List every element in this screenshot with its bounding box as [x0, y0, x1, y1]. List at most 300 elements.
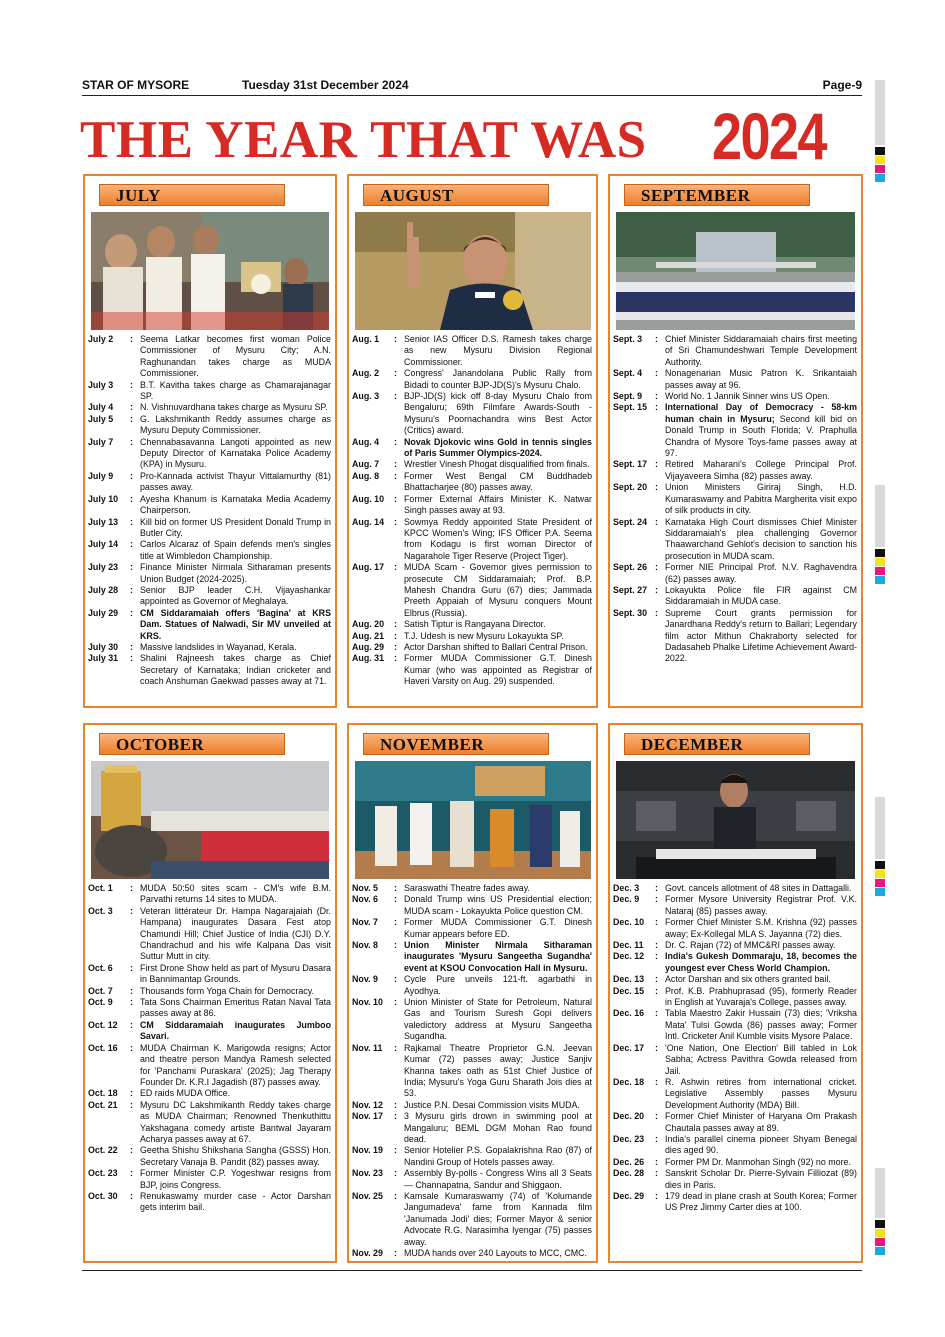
event-row: [613, 974, 857, 985]
events-list: [88, 334, 331, 688]
event-text: Congress' Janandolana Public Rally from Bidadi to counter BJP-JD(S)'s Mysuru Chalo.: [404, 368, 592, 390]
event-row: [613, 608, 857, 665]
event-date: Nov. 8: [352, 940, 378, 951]
month-label: SEPTEMBER: [624, 184, 810, 206]
registration-mark-black: [875, 147, 885, 155]
event-text: Mysuru DC Lakshmikanth Reddy takes charge as MUDA Chairman; Renowned Thenkuthittu Yakshagana comedy artiste Bantwal Jayaram Acharya passes away at 67.: [140, 1099, 331, 1144]
event-separator: :: [130, 641, 133, 652]
event-date: Aug. 17: [352, 562, 385, 573]
event-text: Justice P.N. Desai Commission visits MUDA.: [404, 1099, 580, 1110]
event-text: Former External Affairs Minister K. Natwar Singh passes away at 93.: [404, 493, 592, 516]
event-row: [88, 1020, 331, 1043]
event-date: Sept. 17: [613, 459, 648, 470]
event-date: Aug. 14: [352, 516, 385, 527]
page-number: Page-9: [822, 78, 862, 92]
event-text: Chennabasavanna Langoti appointed as new Deputy Director of Karnataka Police Academy (KPA) in Mysuru.: [140, 436, 331, 470]
title-text: THE YEAR THAT WAS: [80, 111, 647, 169]
event-row: [88, 1145, 331, 1168]
event-row: [613, 917, 857, 940]
event-separator: :: [130, 1099, 133, 1110]
event-date: Oct. 9: [88, 997, 113, 1008]
event-separator: :: [130, 1088, 133, 1099]
event-date: July 13: [88, 516, 119, 527]
event-separator: :: [394, 940, 397, 951]
event-date: July 31: [88, 653, 119, 664]
event-date: Nov. 5: [352, 883, 378, 893]
event-date: Aug. 21: [352, 630, 385, 641]
event-separator: :: [394, 436, 397, 447]
event-row: [88, 517, 331, 540]
event-row: [352, 437, 592, 460]
event-row: [352, 631, 592, 642]
event-separator: :: [130, 985, 133, 996]
event-date: Oct. 7: [88, 985, 113, 996]
event-row: [88, 585, 331, 608]
event-text: Veteran littérateur Dr. Hampa Nagarajaiah (Dr. Hampana) inaugurates Dasara Fest atop Chamundi Hill; Chief Justice of India (CJI) D.Y. Chandrachud and his wife Kalpana Das visit Suttur Mutt in city.: [140, 905, 331, 962]
event-text: Chief Minister Siddaramaiah chairs first meeting of Sri Chamundeshwari Temple Development Authority.: [665, 334, 857, 367]
registration-mark-cyan: [875, 576, 885, 584]
event-separator: :: [130, 1019, 133, 1030]
event-date: Oct. 1: [88, 883, 113, 893]
event-date: Oct. 3: [88, 905, 113, 916]
photo-august-djokovic-gold: [355, 212, 591, 330]
month-label: DECEMBER: [624, 733, 810, 755]
event-separator: :: [130, 413, 133, 424]
month-label: AUGUST: [363, 184, 549, 206]
event-separator: :: [130, 607, 133, 618]
event-text: Seema Latkar becomes first woman Police Commissioner of Mysuru City; A.N. Raghunandan takes charge as MUDA Commissioner.: [140, 334, 331, 379]
event-date: July 10: [88, 493, 119, 504]
event-date: Aug. 29: [352, 641, 385, 652]
event-separator: :: [655, 584, 658, 595]
event-text: Union Minister Nirmala Sitharaman inaugurates 'Mysuru Sangeetha Sugandha' event at KSOU Convocation Hall in Mysuru.: [404, 940, 592, 973]
event-date: Sept. 3: [613, 334, 643, 344]
event-row: [352, 653, 592, 687]
event-separator: :: [394, 619, 397, 630]
event-date: Nov. 19: [352, 1145, 383, 1156]
event-text: Former Chief Minister of Haryana Om Prakash Chautala passes away at 89.: [665, 1111, 857, 1133]
registration-mark-yellow: [875, 1229, 885, 1237]
event-row: [88, 437, 331, 471]
event-text: MUDA 50:50 sites scam - CM's wife B.M. Parvathi returns 14 sites to MUDA.: [140, 883, 331, 905]
registration-mark-yellow: [875, 156, 885, 164]
event-row: [613, 883, 857, 894]
event-row: [88, 1168, 331, 1191]
event-separator: :: [655, 894, 658, 905]
month-panel-september: [608, 174, 863, 708]
event-separator: :: [394, 630, 397, 641]
event-text: 3 Mysuru girls drown in swimming pool at Mangaluru; BEML DGM Mohan Rao found dead.: [404, 1111, 592, 1144]
event-separator: :: [394, 894, 397, 905]
event-row: [613, 1043, 857, 1077]
event-date: July 28: [88, 584, 119, 595]
event-text: Former PM Dr. Manmohan Singh (92) no more.: [665, 1156, 851, 1167]
event-row: [352, 894, 592, 917]
event-date: Nov. 11: [352, 1042, 383, 1053]
event-separator: :: [394, 653, 397, 664]
event-row: [352, 619, 592, 630]
event-text: N. Vishnuvardhana takes charge as Mysuru SP.: [140, 402, 328, 413]
event-separator: :: [130, 883, 133, 893]
event-text: [665, 402, 857, 459]
event-row: [613, 459, 857, 482]
event-row: [352, 642, 592, 653]
event-separator: :: [655, 391, 658, 402]
event-separator: :: [655, 516, 658, 527]
registration-bar-low: [875, 797, 885, 859]
photo-october-jumboo-savari: [91, 761, 329, 879]
event-text: Sanskrit Scholar Dr. Pierre-Sylvain Filliozat (89) dies in Paris.: [665, 1168, 857, 1190]
event-text: Massive landslides in Wayanad, Kerala.: [140, 641, 297, 652]
event-row: [352, 917, 592, 940]
event-date: Oct. 16: [88, 1042, 118, 1053]
event-date: Dec. 18: [613, 1076, 645, 1087]
event-separator: :: [130, 402, 133, 413]
event-text: Senior Hotelier P.S. Gopalakrishna Rao (87) of Nandini Group of Hotels passes away.: [404, 1145, 592, 1167]
event-text: Cycle Pure unveils 121-ft. agarbathi in Ayodhya.: [404, 974, 592, 996]
registration-bar-bottom: [875, 1168, 885, 1218]
event-row: [613, 1134, 857, 1157]
registration-mark-black: [875, 1220, 885, 1228]
event-row: [88, 642, 331, 653]
month-label: OCTOBER: [99, 733, 285, 755]
event-row: [613, 368, 857, 391]
event-text: Geetha Shishu Shikshana Sangha (GSSS) Hon. Secretary Vanaja B. Pandit (82) passes away.: [140, 1145, 331, 1167]
event-separator: :: [394, 493, 397, 504]
registration-mark-black: [875, 861, 885, 869]
event-row: [88, 1088, 331, 1099]
event-text: Retired Maharani's College Principal Prof. Vijayaveera Simha (82) passes away.: [665, 459, 857, 481]
photo-november-sangeetha-sugandha: [355, 761, 591, 879]
event-separator: :: [130, 516, 133, 527]
event-text: Nonagenarian Music Patron K. Srikantaiah passes away at 96.: [665, 368, 857, 390]
event-date: Dec. 3: [613, 883, 640, 893]
event-separator: :: [394, 917, 397, 928]
event-date: Dec. 17: [613, 1042, 645, 1053]
event-text: India's parallel cinema pioneer Shyam Benegal dies aged 90.: [665, 1133, 857, 1156]
event-row: [613, 986, 857, 1009]
event-row: [88, 380, 331, 403]
event-separator: :: [655, 459, 658, 470]
event-separator: :: [655, 1156, 658, 1167]
event-row: [88, 562, 331, 585]
event-text: MUDA hands over 240 Layouts to MCC, CMC.: [404, 1248, 587, 1258]
event-row: [352, 1248, 592, 1259]
event-date: Oct. 6: [88, 962, 113, 973]
event-date: Dec. 12: [613, 951, 645, 962]
event-separator: :: [130, 584, 133, 595]
events-list: [88, 883, 331, 1214]
event-date: July 2: [88, 334, 114, 344]
event-separator: :: [394, 1111, 397, 1122]
event-date: Sept. 27: [613, 584, 648, 595]
event-row: [352, 940, 592, 974]
month-panel-october: [83, 723, 337, 1263]
month-label: JULY: [99, 184, 285, 206]
event-row: [352, 562, 592, 619]
event-separator: :: [394, 459, 397, 470]
event-date: Aug. 7: [352, 459, 380, 470]
event-separator: :: [655, 482, 658, 493]
photo-september-human-chain: [616, 212, 855, 330]
event-date: Nov. 23: [352, 1168, 383, 1179]
event-text: Ayesha Khanum is Karnataka Media Academy Chairperson.: [140, 493, 331, 516]
registration-mark-yellow: [875, 558, 885, 566]
event-text-highlight: International Day of Democracy - 58-km human chain in Mysuru;: [665, 402, 857, 424]
event-separator: :: [655, 1168, 658, 1179]
event-row: [352, 368, 592, 391]
event-date: Aug. 8: [352, 470, 380, 481]
event-text: Sowmya Reddy appointed State President of KPCC Women's Wing; IFS Officer P.A. Seema from Kodagu is first woman Director of Nagarahole Tiger Reserve (Project Tiger).: [404, 516, 592, 561]
event-text: Union Ministers Giriraj Singh, H.D. Kumaraswamy and Pabitra Margherita visit expo of silk products in city.: [665, 482, 857, 516]
event-date: Dec. 15: [613, 985, 645, 996]
event-row: [613, 482, 857, 516]
event-date: July 3: [88, 379, 114, 390]
event-separator: :: [394, 1190, 397, 1201]
event-separator: :: [655, 940, 658, 951]
event-row: [352, 1145, 592, 1168]
event-row: [88, 963, 331, 986]
event-separator: :: [394, 1168, 397, 1179]
event-row: [613, 585, 857, 608]
event-date: Sept. 15: [613, 402, 648, 413]
event-text: Union Minister of State for Petroleum, Natural Gas and Tourism Suresh Gopi delivers valedictory address at Mysuru Sangeetha Sugandha.: [404, 997, 592, 1042]
event-separator: :: [130, 562, 133, 573]
event-separator: :: [655, 607, 658, 618]
event-date: Dec. 29: [613, 1190, 645, 1201]
event-date: Aug. 2: [352, 368, 380, 379]
event-date: Nov. 17: [352, 1111, 383, 1122]
event-separator: :: [394, 974, 397, 985]
event-separator: :: [394, 997, 397, 1008]
publication-name: STAR OF MYSORE: [82, 78, 190, 92]
event-date: Dec. 26: [613, 1156, 645, 1167]
event-row: [613, 1168, 857, 1191]
event-row: [352, 1111, 592, 1145]
event-text: Renukaswamy murder case - Actor Darshan gets interim bail.: [140, 1190, 331, 1213]
registration-mark-cyan: [875, 888, 885, 896]
event-date: Aug. 31: [352, 653, 385, 664]
events-list: [352, 883, 592, 1259]
event-date: Nov. 6: [352, 894, 378, 905]
event-row: [613, 1111, 857, 1134]
event-text: First Drone Show held as part of Mysuru Dasara in Bannimantap Grounds.: [140, 962, 331, 985]
event-date: Dec. 10: [613, 917, 645, 928]
event-date: July 23: [88, 562, 119, 573]
event-date: Nov. 9: [352, 974, 378, 985]
event-date: Sept. 9: [613, 391, 643, 402]
events-list: [352, 334, 592, 688]
event-text: Assembly By-polls - Congress Wins all 3 Seats — Channapatna, Sandur and Shiggaon.: [404, 1168, 592, 1190]
event-row: [613, 1157, 857, 1168]
event-text: Donald Trump wins US Presidential election; MUDA scam - Lokayukta Police question CM.: [404, 894, 592, 916]
event-separator: :: [394, 1145, 397, 1156]
event-separator: :: [394, 516, 397, 527]
page-title: [80, 99, 870, 173]
event-date: Sept. 26: [613, 562, 648, 573]
event-separator: :: [394, 470, 397, 481]
event-row: [613, 1191, 857, 1214]
event-date: Dec. 9: [613, 894, 640, 905]
event-separator: :: [130, 436, 133, 447]
photo-july-krs-bagina: [91, 212, 329, 330]
event-text: Former Chief Minister S.M. Krishna (92) passes away; Ex-Kollegal MLA S. Jayanna (72) dies.: [665, 917, 857, 939]
event-text-rest: Second kill bid on Donald Trump in South Florida; V. Praphulla Chandra of Mysore Toys-fame passes away at 97.: [665, 413, 857, 459]
month-panel-july: [83, 174, 337, 708]
event-date: Dec. 20: [613, 1111, 645, 1122]
event-separator: :: [394, 641, 397, 652]
event-row: [352, 391, 592, 437]
event-separator: :: [130, 1190, 133, 1201]
event-separator: :: [394, 334, 397, 344]
event-text: BJP-JD(S) kick off 8-day Mysuru Chalo from Bengaluru; 69th Filmfare Awards-South - Mysuru's Poornachandra wins Best Actor (Critics) award.: [404, 391, 592, 436]
event-date: Nov. 25: [352, 1190, 383, 1201]
event-date: Nov. 10: [352, 997, 383, 1008]
event-text: Former NIE Principal Prof. N.V. Raghavendra (62) passes away.: [665, 562, 857, 584]
event-text: World No. 1 Jannik Sinner wins US Open.: [665, 391, 830, 402]
event-separator: :: [130, 334, 133, 344]
event-date: Aug. 3: [352, 391, 380, 402]
event-date: Dec. 16: [613, 1008, 645, 1019]
event-row: [88, 471, 331, 494]
event-separator: :: [655, 368, 658, 379]
event-text: Finance Minister Nirmala Sitharaman presents Union Budget (2024-2025).: [140, 562, 331, 584]
event-row: [613, 1008, 857, 1042]
event-text: Former Mysore University Registrar Prof. V.K. Nataraj (85) passes away.: [665, 894, 857, 916]
event-row: [352, 974, 592, 997]
event-text: Saraswathi Theatre fades away.: [404, 883, 530, 893]
event-row: [88, 997, 331, 1020]
month-panel-november: [347, 723, 598, 1263]
event-separator: :: [655, 1076, 658, 1087]
event-row: [88, 986, 331, 997]
event-text: Actor Darshan and six others granted bail.: [665, 974, 831, 985]
month-panel-december: [608, 723, 863, 1263]
event-row: [352, 1191, 592, 1248]
event-date: Aug. 20: [352, 619, 385, 630]
event-row: [613, 1077, 857, 1111]
footer-rule: [82, 1270, 862, 1271]
event-date: Oct. 12: [88, 1019, 118, 1030]
event-row: [88, 1100, 331, 1146]
event-separator: :: [394, 368, 397, 379]
event-separator: :: [655, 402, 658, 413]
event-separator: :: [655, 1133, 658, 1144]
photo-december-gukesh-chess: [616, 761, 855, 879]
event-row: [352, 494, 592, 517]
event-text: Lokayukta Police file FIR against CM Siddaramaiah in MUDA case.: [665, 584, 857, 607]
registration-mark-magenta: [875, 879, 885, 887]
event-date: July 9: [88, 470, 114, 481]
event-row: [352, 517, 592, 563]
event-text: T.J. Udesh is new Mysuru Lokayukta SP.: [404, 630, 564, 641]
event-row: [88, 906, 331, 963]
event-text: R. Ashwin retires from international cricket. Legislative Assembly passes Mysuru Development Authority (MDA) Bill.: [665, 1076, 857, 1110]
event-separator: :: [394, 1042, 397, 1053]
event-row: [352, 334, 592, 368]
event-date: Aug. 4: [352, 436, 380, 447]
event-text: 'One Nation, One Election' Bill tabled in Lok Sabha; Actress Pavithra Gowda released from Jail.: [665, 1042, 857, 1076]
event-row: [352, 883, 592, 894]
issue-date: Tuesday 31st December 2024: [242, 78, 409, 92]
event-separator: :: [655, 951, 658, 962]
event-text: B.T. Kavitha takes charge as Chamarajanagar SP.: [140, 379, 331, 402]
event-separator: :: [655, 1042, 658, 1053]
event-text: MUDA Chairman K. Marigowda resigns; Actor and theatre person Mandya Ramesh selected for 'Panchami Puraskara' (2025); Jag Therapy Founder Dr. K.R.I Jagadish (87) passes away.: [140, 1042, 331, 1087]
event-separator: :: [655, 985, 658, 996]
event-text: Former MUDA Commissioner G.T. Dinesh Kumar (who was appointed as Registrar of Haveri Varsity on Aug. 29) suspended.: [404, 653, 592, 687]
registration-mark-yellow: [875, 870, 885, 878]
registration-mark-cyan: [875, 1247, 885, 1255]
event-date: Nov. 29: [352, 1248, 383, 1258]
event-separator: :: [130, 1042, 133, 1053]
event-separator: :: [394, 391, 397, 402]
title-year: 2024: [712, 99, 826, 173]
event-text: India's Gukesh Dommaraju, 18, becomes the youngest ever Chess World Champion.: [665, 951, 857, 973]
event-separator: :: [130, 962, 133, 973]
event-date: Sept. 20: [613, 482, 648, 493]
event-text: Shalini Rajneesh takes charge as Chief Secretary of Karnataka; Indian cricketer and coach Anshuman Gaekwad passes away at 71.: [140, 653, 331, 687]
event-text: Carlos Alcaraz of Spain defends men's singles title at Wimbledon Championship.: [140, 539, 331, 561]
event-separator: :: [655, 974, 658, 985]
month-panel-august: [347, 174, 598, 708]
event-separator: :: [655, 883, 658, 893]
event-row: [352, 997, 592, 1043]
event-separator: :: [394, 1099, 397, 1110]
event-row: [88, 608, 331, 642]
event-text: Kamsale Kumaraswamy (74) of 'Kolumande Jangumadeva' fame from Kannada film 'Janumada Jodi' dies; Former Mayor & senior Advocate R.G. Narasimha Iyengar (75) passes away.: [404, 1190, 592, 1247]
registration-bar-top: [875, 80, 885, 145]
event-row: [352, 1100, 592, 1111]
event-separator: :: [394, 562, 397, 573]
event-text: Rajkamal Theatre Proprietor G.N. Jeevan Kumar (72) passes away; Justice Sanjiv Khanna takes oath as 51st Chief Justice of India; Mysuru's Yoga Guru Sharath Jois dies at 53.: [404, 1042, 592, 1099]
event-row: [613, 562, 857, 585]
event-date: July 29: [88, 607, 119, 618]
event-text: Former West Bengal CM Buddhadeb Bhattacharjee (80) passes away.: [404, 470, 592, 493]
event-row: [88, 1043, 331, 1089]
event-date: July 5: [88, 413, 114, 424]
month-label: NOVEMBER: [363, 733, 549, 755]
event-row: [352, 1168, 592, 1191]
event-text: Pro-Kannada activist Thayur Vittalamurthy (81) passes away.: [140, 470, 331, 493]
event-text: 179 dead in plane crash at South Korea; Former US Prez Jimmy Carter dies at 100.: [665, 1190, 857, 1213]
event-row: [88, 883, 331, 906]
event-separator: :: [130, 493, 133, 504]
event-date: Oct. 21: [88, 1099, 118, 1110]
event-text: Wrestler Vinesh Phogat disqualified from finals.: [404, 459, 590, 470]
event-text: Former MUDA Commissioner G.T. Dinesh Kumar appears before ED.: [404, 917, 592, 939]
event-row: [88, 539, 331, 562]
event-date: Sept. 4: [613, 368, 643, 379]
event-text: G. Lakshmikanth Reddy assumes charge as Mysuru Deputy Commissioner.: [140, 413, 331, 436]
event-text: Kill bid on former US President Donald Trump in Butler City.: [140, 516, 331, 538]
event-text: CM Siddaramaiah inaugurates Jumboo Savari.: [140, 1019, 331, 1042]
event-date: July 7: [88, 436, 114, 447]
event-date: Dec. 11: [613, 940, 644, 951]
event-row: [613, 334, 857, 368]
event-date: Sept. 24: [613, 516, 648, 527]
event-text: Tabla Maestro Zakir Hussain (73) dies; 'Vriksha Mata' Tulsi Gowda (86) passes away; Former Intl. Cricketer Anil Kumble visits Mysore Palace.: [665, 1008, 857, 1042]
registration-mark-black: [875, 549, 885, 557]
event-date: Aug. 1: [352, 334, 380, 344]
registration-mark-cyan: [875, 174, 885, 182]
event-row: [88, 494, 331, 517]
event-separator: :: [130, 539, 133, 550]
event-date: Oct. 30: [88, 1190, 118, 1201]
event-row: [613, 402, 857, 459]
event-date: Dec. 28: [613, 1168, 645, 1179]
event-text: CM Siddaramaiah offers 'Bagina' at KRS Dam. Statues of Nalwadi, Sir MV unveiled at KRS.: [140, 607, 331, 641]
